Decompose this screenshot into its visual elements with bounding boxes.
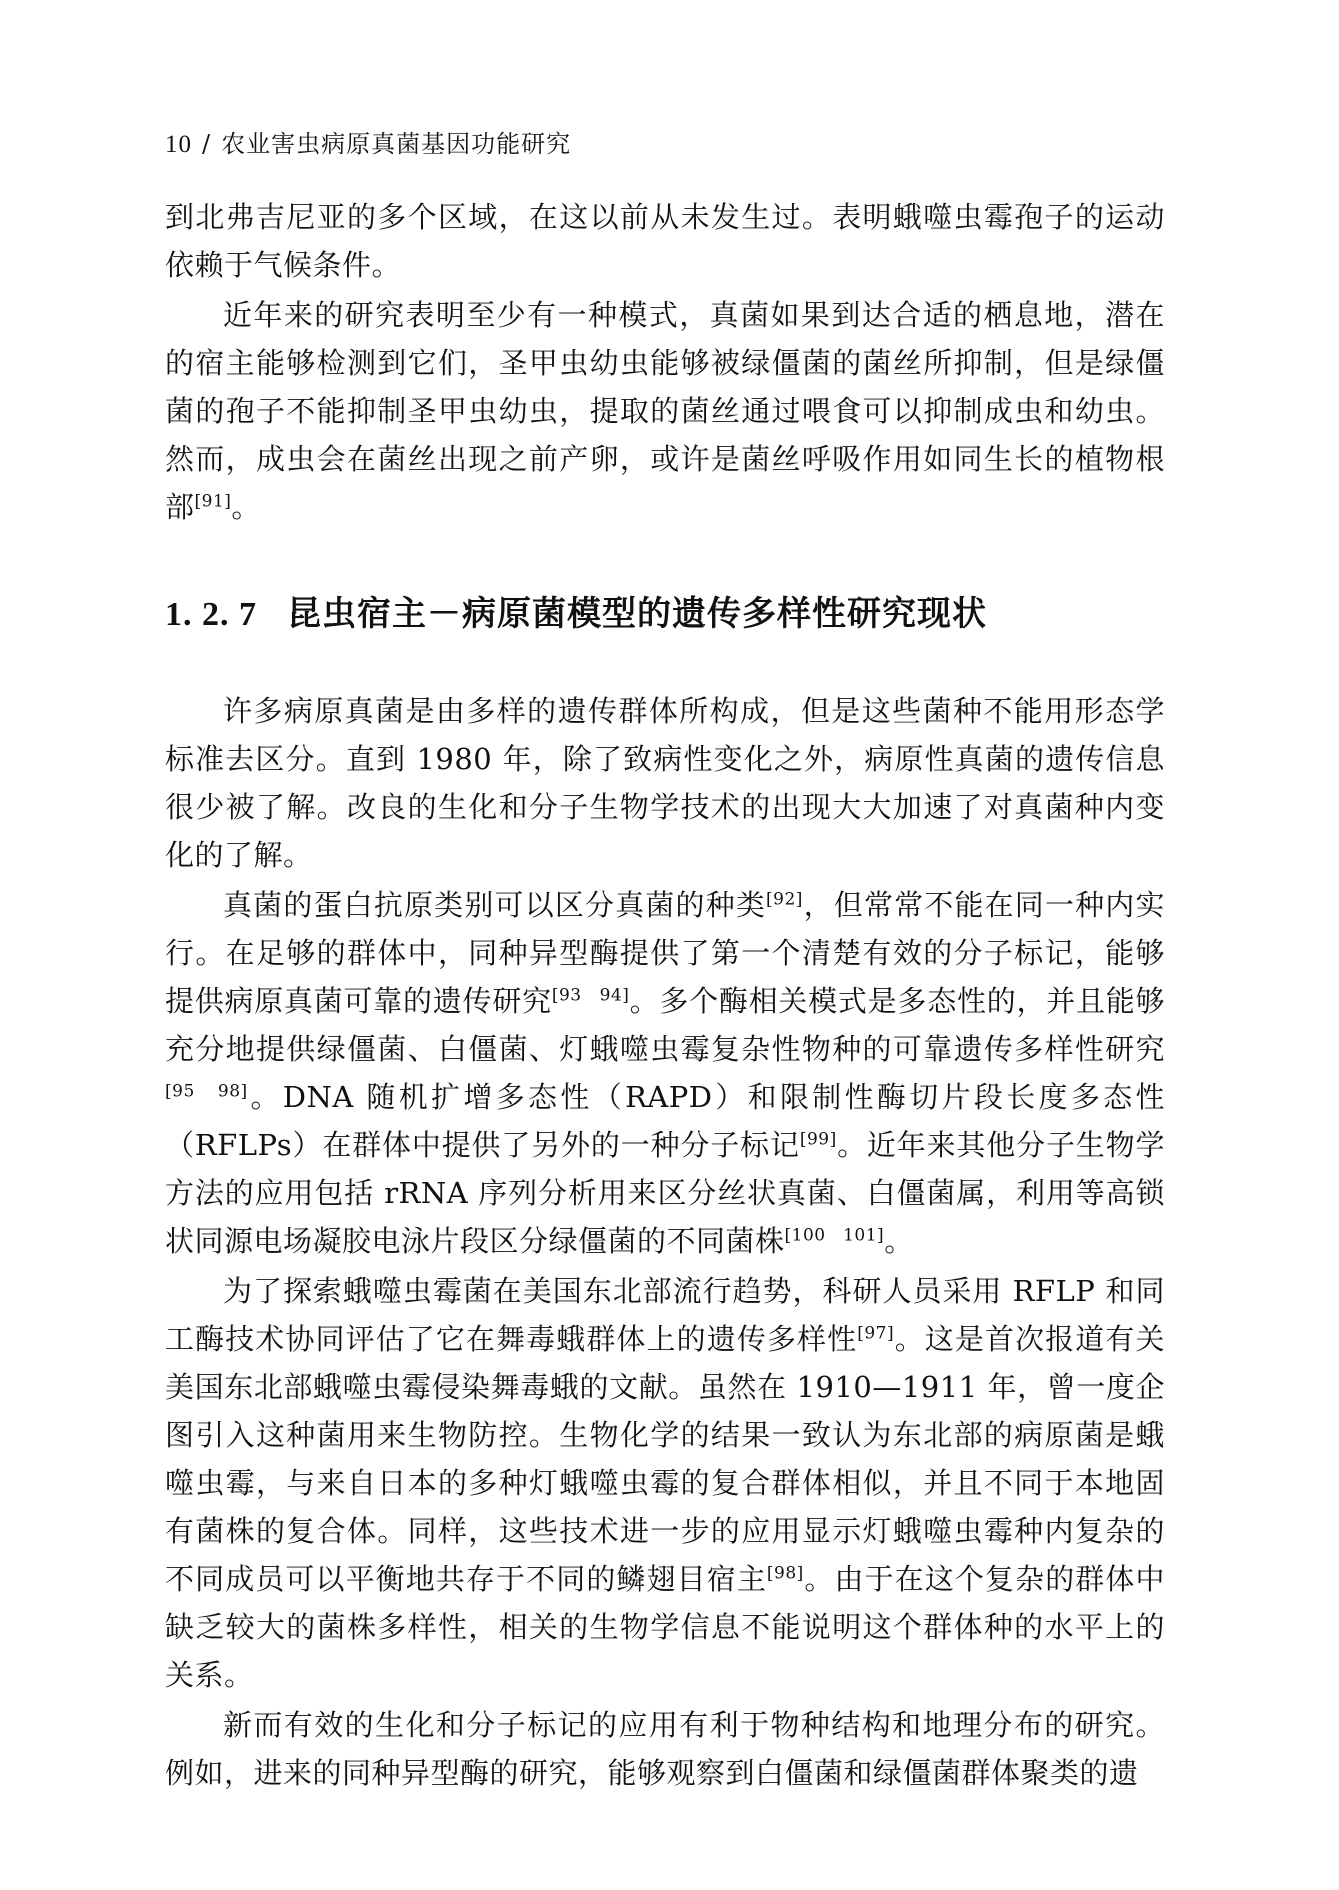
- book-title: 农业害虫病原真菌基因功能研究: [221, 130, 572, 158]
- paragraph-text: 。: [884, 1224, 914, 1258]
- citation-ref: [97]: [857, 1323, 895, 1344]
- paragraph-text: 新而有效的生化和分子标记的应用有利于物种结构和地理分布的研究。例如，进来的同种异型酶的研究，能够观察到白僵菌和绿僵菌群体聚类的遗: [165, 1708, 1165, 1790]
- paragraph: [165, 1267, 1165, 1699]
- citation-ref: [92]: [766, 889, 803, 910]
- paragraph-text: 。DNA 随机扩增多态性（RAPD）和限制性酶切片段长度多态性（RFLPs）在群体中提供了另外的一种分子标记: [165, 1080, 1165, 1162]
- paragraph-text: 近年来的研究表明至少有一种模式，真菌如果到达合适的栖息地，潜在的宿主能够检测到它们，圣甲虫幼虫能够被绿僵菌的菌丝所抑制，但是绿僵菌的孢子不能抑制圣甲虫幼虫，提取的菌丝通过喂食可以抑制成虫和幼虫。然而，成虫会在菌丝出现之前产卵，或许是菌丝呼吸作用如同生长的植物根部: [165, 298, 1165, 524]
- paragraph-text: 。这是首次报道有关美国东北部蛾噬虫霉侵染舞毒蛾的文献。虽然在 1910—1911 年，曾一度企图引入这种菌用来生物防控。生物化学的结果一致认为东北部的病原菌是蛾噬虫霉，与来自日本的多种灯蛾噬虫霉的复合群体相似，并且不同于本地固有菌株的复合体。同样，这些技术进一步的应用显示灯蛾噬虫霉种内复杂的不同成员可以平衡地共存于不同的鳞翅目宿主: [165, 1322, 1165, 1596]
- header-separator: /: [202, 130, 212, 158]
- paragraph: [165, 687, 1165, 879]
- paragraph-text: 。: [231, 490, 261, 524]
- citation-ref: [99]: [799, 1129, 837, 1150]
- paragraph: [165, 193, 1165, 289]
- paragraph-text: 许多病原真菌是由多样的遗传群体所构成，但是这些菌种不能用形态学标准去区分。直到 1980 年，除了致病性变化之外，病原性真菌的遗传信息很少被了解。改良的生化和分子生物学技术的出现大大加速了对真菌种内变化的了解。: [165, 694, 1165, 872]
- paragraph-text: ，但常常不能在同一种内实行。在足够的群体中，同种异型酶提供了第一个清楚有效的分子标记，能够提供病原真菌可靠的遗传研究: [165, 888, 1165, 1018]
- section-title: 昆虫宿主－病原菌模型的遗传多样性研究现状: [287, 594, 987, 634]
- section-number: 1. 2. 7: [165, 596, 257, 633]
- paragraph-text: 。多个酶相关模式是多态性的，并且能够充分地提供绿僵菌、白僵菌、灯蛾噬虫霉复杂性物种的可靠遗传多样性研究: [165, 984, 1165, 1066]
- paragraph: [165, 1701, 1165, 1797]
- paragraph-text: 。近年来其他分子生物学方法的应用包括 rRNA 序列分析用来区分丝状真菌、白僵菌属，利用等高锁状同源电场凝胶电泳片段区分绿僵菌的不同菌株: [165, 1128, 1165, 1258]
- paragraph-text: 到北弗吉尼亚的多个区域，在这以前从未发生过。表明蛾噬虫霉孢子的运动依赖于气候条件。: [165, 200, 1165, 282]
- body-text: [165, 193, 1165, 1799]
- paragraph-text: 。由于在这个复杂的群体中缺乏较大的菌株多样性，相关的生物学信息不能说明这个群体种的水平上的关系。: [165, 1562, 1165, 1692]
- paragraph-text: 真菌的蛋白抗原类别可以区分真菌的种类: [223, 888, 767, 922]
- page-number: 10: [165, 131, 192, 158]
- citation-ref: [91]: [194, 491, 232, 512]
- citation-ref: [100 101]: [784, 1225, 885, 1246]
- running-header: [165, 124, 571, 159]
- paragraph: [165, 881, 1165, 1265]
- citation-ref: [95 98]: [165, 1081, 248, 1102]
- paragraph-text: 为了探索蛾噬虫霉菌在美国东北部流行趋势，科研人员采用 RFLP 和同工酶技术协同评估了它在舞毒蛾群体上的遗传多样性: [165, 1274, 1165, 1356]
- citation-ref: [93 94]: [551, 985, 630, 1006]
- citation-ref: [98]: [766, 1563, 804, 1584]
- paragraph: [165, 291, 1165, 531]
- section-heading: [165, 586, 1165, 635]
